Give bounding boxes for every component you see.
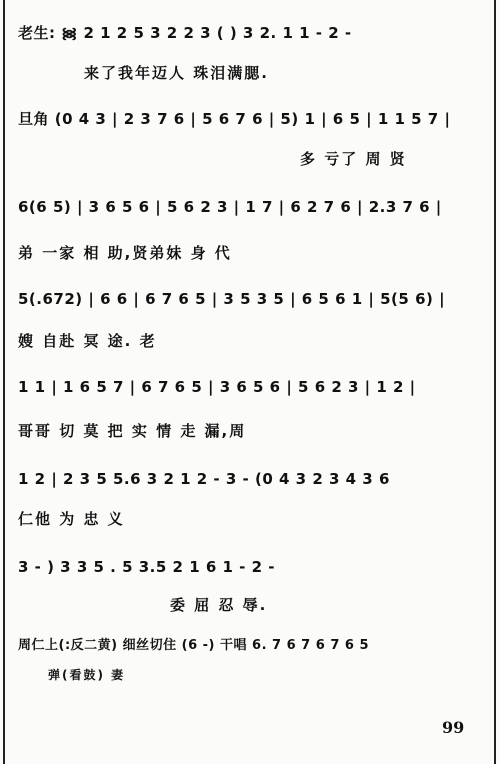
lyrics-line-5: 哥哥 切 莫 把 实 情 走 漏,周 xyxy=(18,422,247,440)
lyrics-line-7: 委 屈 忍 辱. xyxy=(170,596,268,614)
notation-line-5: 1 1 | 1 6 5 7 | 6 7 6 5 | 3 6 5 6 | 5 6 2 3 | 1 2 | xyxy=(18,378,416,396)
lyrics-line-4: 嫂 自赴 冥 途. 老 xyxy=(18,332,157,350)
notation-line-2: 旦角 (0 4 3 | 2 3 7 6 | 5 6 7 6 | 5) 1 | 6 5 | 1 1 5 7 | xyxy=(18,110,451,128)
page-number: 99 xyxy=(442,718,465,737)
left-border xyxy=(3,0,5,764)
notation-line-6: 1 2 | 2 3 5 5.6 3 2 1 2 - 3 - (0 4 3 2 3 4 3 6 xyxy=(18,470,390,488)
notation-line-1: 老生: ᯼ 2 1 2 5 3 2 2 3 ( ) 3 2. 1 1 - 2 - xyxy=(18,24,352,42)
lyrics-line-2: 多 亏了 周 贤 xyxy=(300,150,407,168)
right-border xyxy=(494,0,496,764)
notation-line-8: 周仁上(:反二黄) 细丝切住 (6 -) 干唱 6. 7 6 7 6 7 6 5 xyxy=(18,638,370,653)
lyrics-line-6: 仁他 为 忠 义 xyxy=(18,510,125,528)
lyrics-line-8: 弹(看鼓) 妻 xyxy=(48,668,126,682)
lyrics-line-3: 弟 一家 相 助,贤弟妹 身 代 xyxy=(18,244,232,262)
notation-line-3: 6(6 5) | 3 6 5 6 | 5 6 2 3 | 1 7 | 6 2 7 6 | 2.3 7 6 | xyxy=(18,198,442,216)
notation-line-4: 5(.672) | 6 6 | 6 7 6 5 | 3 5 3 5 | 6 5 6 1 | 5(5 6) | xyxy=(18,290,446,308)
notation-line-7: 3 - ) 3 3 5 . 5 3.5 2 1 6 1 - 2 - xyxy=(18,558,276,576)
lyrics-line-1: 来了我年迈人 珠泪满腮. xyxy=(84,64,269,82)
